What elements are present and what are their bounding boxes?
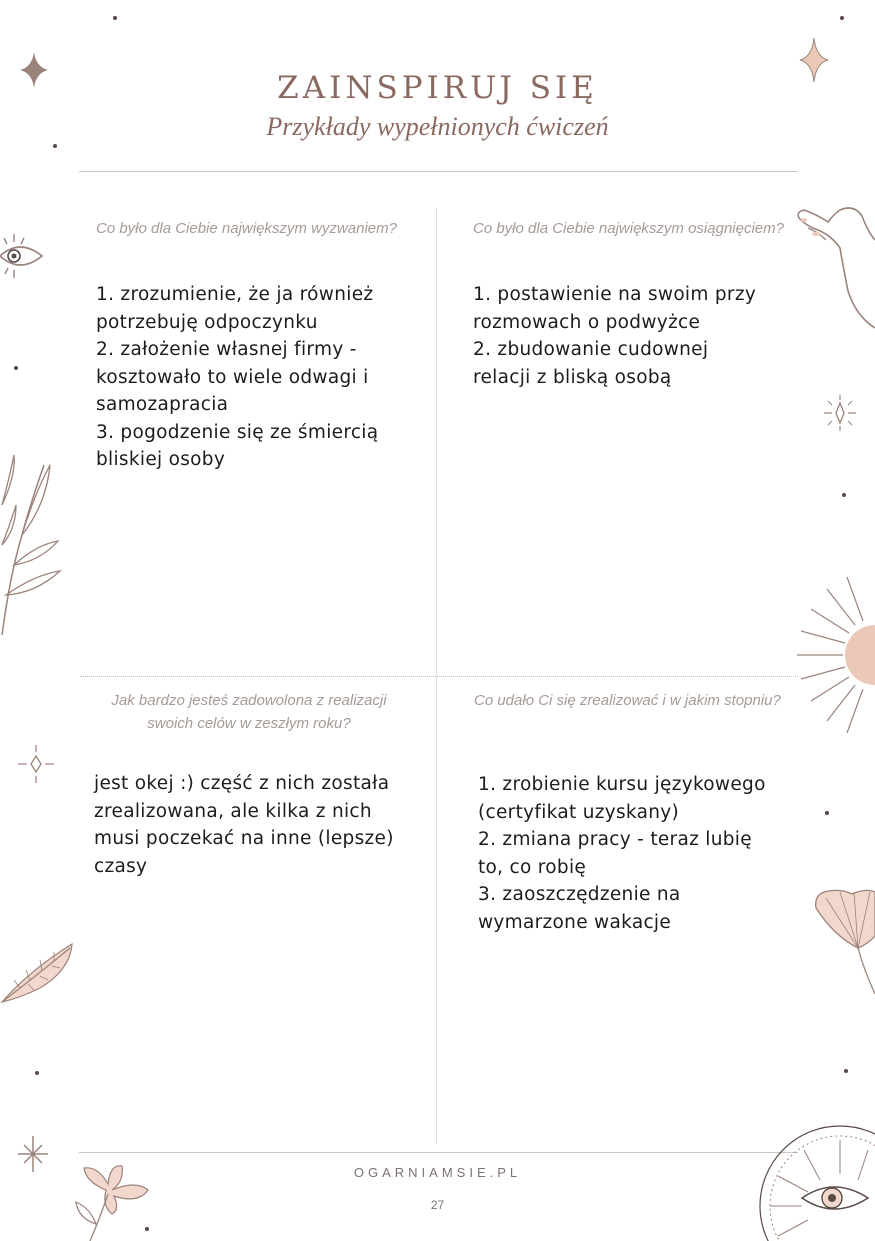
question-goal-satisfaction: Jak bardzo jesteś zadowolona z realizacji swoich celów w zeszłym roku?	[111, 692, 387, 732]
dot-icon	[34, 1070, 40, 1076]
leaf-branch-icon	[0, 445, 64, 640]
eye-sun-icon	[758, 1124, 875, 1241]
dot-icon	[112, 15, 118, 21]
dot-icon	[824, 810, 830, 816]
dot-icon	[13, 365, 19, 371]
page-subtitle: Przykłady wypełnionych ćwiczeń	[266, 112, 609, 141]
dot-icon	[843, 1068, 849, 1074]
answer-biggest-challenge: 1. zrozumienie, że ja również potrzebuję odpoczynku 2. założenie własnej firmy - kosztowało to wiele odwagi i samozapracia 3. pogodzenie się ze śmiercią bliskiej osoby	[96, 284, 379, 470]
horizontal-divider	[80, 676, 798, 677]
dot-icon	[841, 492, 847, 498]
hand-icon	[796, 196, 875, 331]
dot-icon	[839, 15, 845, 21]
question-biggest-challenge: Co było dla Ciebie największym wyzwaniem?	[96, 220, 397, 237]
sparkle-icon	[18, 745, 54, 783]
sparkle-icon	[822, 395, 858, 431]
answer-what-achieved: 1. zrobienie kursu językowego (certyfikat uzyskany) 2. zmiana pracy - teraz lubię to, co robię 3. zaoszczędzenie na wymarzone wakacje	[478, 774, 766, 933]
ginkgo-leaf-icon	[812, 886, 875, 998]
footer-divider	[79, 1152, 798, 1153]
sparkle-icon	[18, 1136, 48, 1172]
flower-icon	[76, 1162, 154, 1241]
answer-biggest-achievement: 1. postawienie na swoim przy rozmowach o podwyżce 2. zbudowanie cudownej relacji z bliską osobą	[473, 284, 757, 388]
question-what-achieved: Co udało Ci się zrealizować i w jakim stopniu?	[474, 692, 781, 709]
question-biggest-achievement: Co było dla Ciebie największym osiągnięciem?	[473, 220, 784, 237]
sparkle-icon	[800, 38, 828, 82]
footer-site: OGARNIAMSIE.PL	[353, 1165, 522, 1180]
page-number: 27	[430, 1198, 445, 1212]
feather-icon	[0, 940, 76, 1006]
sparkle-icon	[20, 52, 48, 88]
header-divider	[79, 171, 798, 172]
dot-icon	[52, 143, 58, 149]
page-title: ZAINSPIRUJ SIĘ	[277, 70, 598, 106]
sun-icon	[795, 575, 875, 735]
answer-goal-satisfaction: jest okej :) część z nich została zrealizowana, ale kilka z nich musi poczekać na inne (lepsze) czasy	[94, 773, 394, 877]
eye-icon	[0, 232, 46, 282]
